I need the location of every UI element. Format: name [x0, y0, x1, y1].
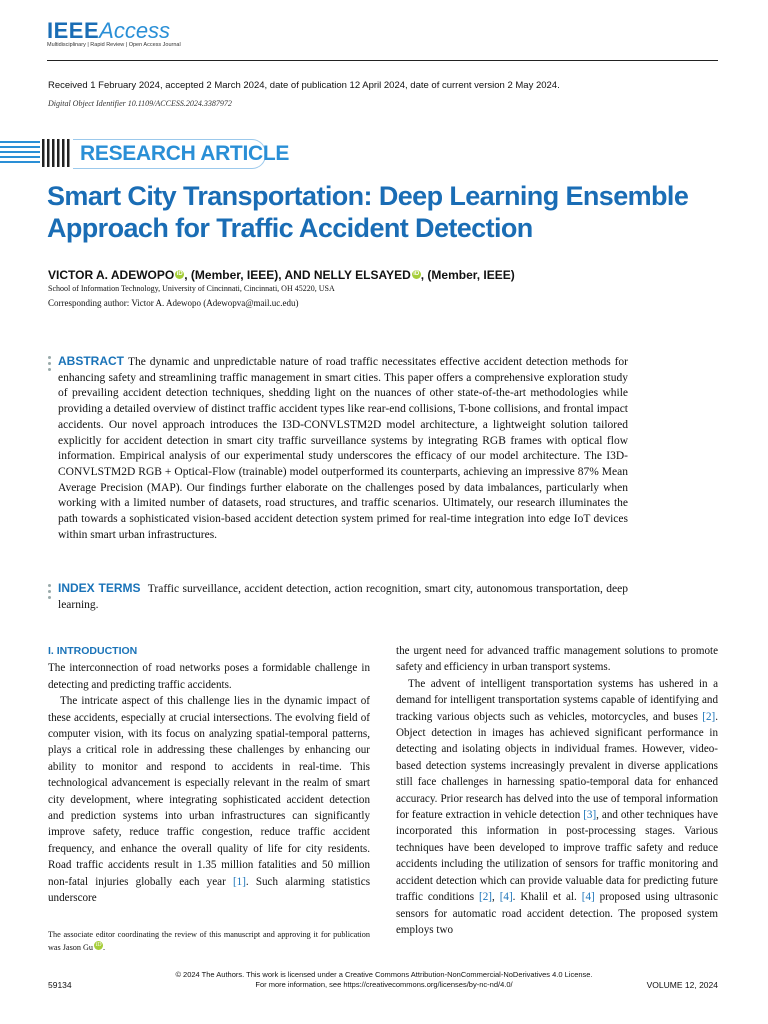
citation-link[interactable]: [2]	[479, 891, 492, 904]
intro-paragraph-3	[396, 676, 718, 939]
header-divider	[47, 60, 718, 61]
intro-paragraph-2-cont: the urgent need for advanced traffic management solutions to promote safety and efficiency in urban transport systems.	[396, 645, 718, 674]
orcid-icon[interactable]: iD	[413, 271, 420, 277]
section-heading-introduction: I. INTRODUCTION	[48, 645, 138, 657]
affiliation: School of Information Technology, University of Cincinnati, Cincinnati, OH 45220, USA	[48, 284, 335, 293]
citation-link[interactable]: [4]	[499, 891, 513, 904]
intro-paragraph-2	[48, 693, 370, 906]
author-2-suffix: , (Member, IEEE)	[420, 268, 515, 282]
left-column	[48, 643, 370, 907]
abstract-heading: ABSTRACT	[58, 354, 124, 368]
citation-link[interactable]: [2]	[702, 710, 716, 723]
orcid-icon[interactable]: iD	[176, 271, 183, 277]
journal-logo	[47, 18, 181, 48]
abstract-dots-icon	[48, 356, 52, 374]
index-terms-text: Traffic surveillance, accident detection, action recognition, smart city, autonomous transportation, deep learning.	[58, 583, 628, 611]
citation-link[interactable]: [3]	[583, 809, 597, 822]
author-list	[48, 268, 515, 282]
citation-link[interactable]: [4]	[581, 891, 595, 904]
text-run: The advent of intelligent transportation systems has ushered in a demand for intelligent transportation systems capable of identifying and tracking various objects such as vehicles, motorcycles, and buses	[396, 677, 718, 723]
logo-access: Access	[99, 18, 171, 43]
text-run: . Such alarming statistics underscore	[48, 875, 371, 905]
author-2: , (Member, IEEE), AND NELLY ELSAYED	[184, 268, 411, 282]
editor-footnote: The associate editor coordinating the review of this manuscript and approving it for publication was Jason Gu iD .	[48, 930, 370, 952]
right-column	[396, 643, 718, 938]
text-run: , and other techniques have incorporated this information in post-processing stages. Various techniques have been developed to improve traffic safety and reduce accidents including the utilization of sensors for traffic monitoring and accident detection which can provide valuable data for predicting future traffic conditions	[396, 809, 718, 904]
doi: Digital Object Identifier 10.1109/ACCESS.2024.3387972	[48, 99, 232, 108]
logo-tagline: Multidisciplinary | Rapid Review | Open Access Journal	[47, 42, 181, 48]
intro-paragraph-1: The interconnection of road networks poses a formidable challenge in detecting and predicting traffic accidents.	[48, 662, 370, 691]
license-line-2[interactable]: For more information, see https://creativecommons.org/licenses/by-nc-nd/4.0/	[255, 980, 513, 989]
text-run: ,	[491, 891, 500, 904]
author-1: VICTOR A. ADEWOPO	[48, 268, 175, 282]
citation-link[interactable]: [1]	[232, 875, 246, 888]
article-type-banner: RESEARCH ARTICLE	[80, 142, 290, 165]
index-terms	[58, 581, 628, 613]
text-run: proposed using ultrasonic sensors for automatic road accident detection. The proposed system employs two	[396, 891, 719, 936]
license-line-1: © 2024 The Authors. This work is licensed under a Creative Commons Attribution-NonCommercial-NoDerivatives 4.0 License.	[175, 970, 593, 979]
logo-ieee: IEEE	[47, 18, 100, 43]
index-terms-heading: INDEX TERMS	[58, 581, 141, 595]
corresponding-author: Corresponding author: Victor A. Adewopo (Adewopva@mail.uc.edu)	[48, 298, 299, 308]
abstract	[58, 354, 628, 543]
page-number: 59134	[48, 980, 72, 990]
paper-title: Smart City Transportation: Deep Learning Ensemble Approach for Traffic Accident Detection	[47, 181, 689, 243]
banner-bars-icon	[0, 137, 70, 169]
text-run: . Khalil et al.	[512, 891, 582, 904]
volume-label: VOLUME 12, 2024	[646, 980, 718, 990]
abstract-text: The dynamic and unpredictable nature of road traffic necessitates effective accident detection methods for enhancing safety and streamlining traffic management in smart cities. This paper offers a comprehensive exploration study of prevailing accident detection techniques, shedding light on the nuances of other state-of-the-art methodologies while providing a detailed overview of distinct traffic accident types like rear-end collisions, T-bone collisions, and frontal impact accidents. Our novel approach introduces the I3D-CONVLSTM2D model architecture, a lightweight solution tailored explicitly for accident detection in smart city traffic surveillance systems by integrating RGB frames with optical flow information. Empirical analysis of our experimental study underscores the efficacy of our model architecture. The I3D-CONVLSTM2D RGB + Optical-Flow (trainable) model outperformed its counterparts, achieving an impressive 87% Mean Average Precision (MAP). Our findings further elaborate on the challenges posed by data imbalances, particularly when working with a limited number of datasets, road structures, and traffic scenarios. Ultimately, our research illuminates the path towards a sophisticated vision-based accident detection system primed for real-time integration into edge IoT devices within smart urban infrastructures.	[58, 356, 628, 541]
footnote-text: The associate editor coordinating the review of this manuscript and approving it for publication was Jason Gu	[48, 930, 370, 952]
text-run: . Object detection in images has achieved significant performance in detecting and isolating objects in individual frames. However, video-based detection systems increasingly prevalent in diverse applications still face challenges in harnessing spatio-temporal data for enhanced accuracy. Prior research has delved into the use of temporal information for feature extraction in vehicle detection	[396, 710, 718, 822]
orcid-icon[interactable]: iD	[95, 942, 102, 948]
text-run: The intricate aspect of this challenge lies in the dynamic impact of these accidents, especially at crucial intersections. The evolving field of computer vision, with its focus on analyzing spatial-temporal patterns, plays a critical role in addressing these challenges by enhancing our ability to monitor and respond to accidents in real-time. This technological advancement is especially relevant in the realm of smart city development, where integrating sophisticated accident detection and prediction systems into urban infrastructures can significantly improve safety, reduce traffic congestion, reduce traffic accident frequency, and enhance the overall quality of life for city residents. Road traffic accidents result in 1.35 million fatalities and 50 million non-fatal injuries globally each year	[48, 695, 370, 888]
index-dots-icon	[48, 584, 52, 602]
received-dates: Received 1 February 2024, accepted 2 March 2024, date of publication 12 April 2024, date of current version 2 May 2024.	[48, 80, 560, 91]
